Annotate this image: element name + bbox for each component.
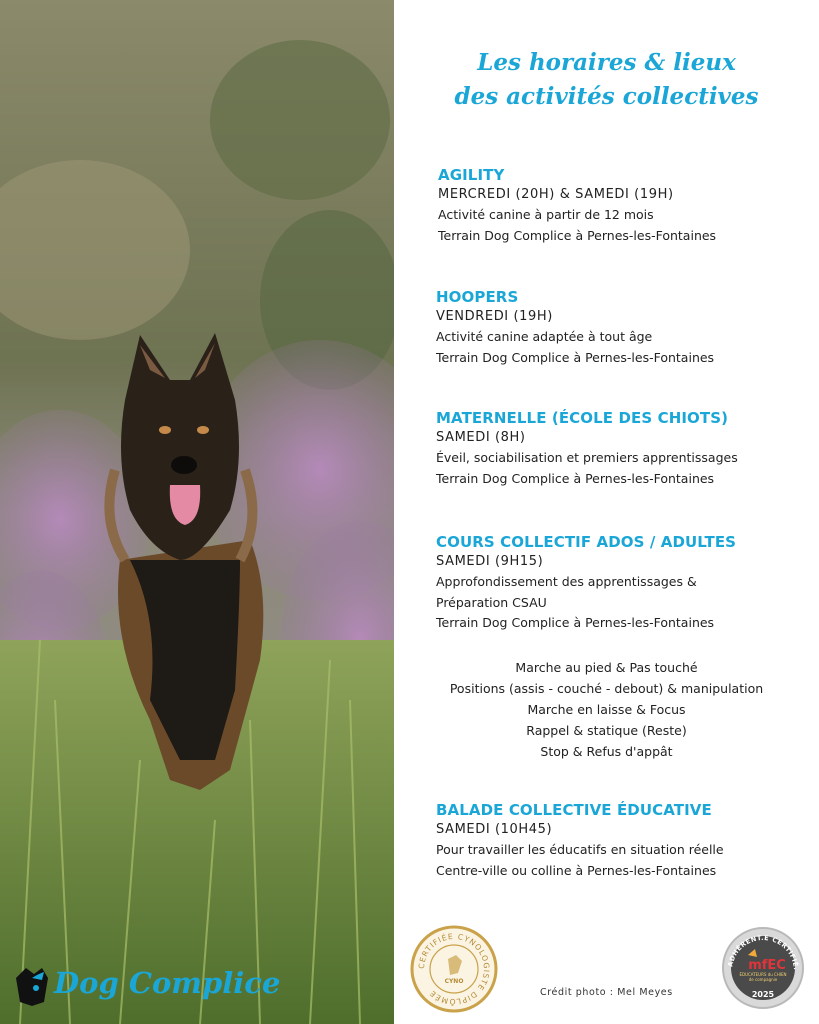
photo-credit: Crédit photo : Mel Meyes xyxy=(540,987,673,998)
schedule-panel xyxy=(394,0,819,1024)
section-cours-collectif xyxy=(436,532,806,634)
section-line: Terrain Dog Complice à Pernes-les-Fontaines xyxy=(436,349,715,365)
section-hoopers xyxy=(436,287,806,368)
dog-head-icon xyxy=(12,964,52,1008)
section-balade xyxy=(436,800,806,881)
section-schedule: MERCREDI (20H) & SAMEDI (19H) xyxy=(438,187,674,202)
section-line: Terrain Dog Complice à Pernes-les-Fontaines xyxy=(436,470,715,486)
section-heading: COURS COLLECTIF ADOS / ADULTES xyxy=(436,533,737,551)
section-heading: AGILITY xyxy=(438,166,505,184)
badge-ring-text: CERTIFIÉE CYNOLOGISTE DIPLÔMÉE xyxy=(416,931,492,1007)
section-heading: BALADE COLLECTIVE ÉDUCATIVE xyxy=(436,801,712,819)
exercise-item: Positions (assis - couché - debout) & manipulation xyxy=(449,681,764,696)
exercise-item: Marche au pied & Pas touché xyxy=(515,660,698,675)
section-schedule: SAMEDI (8H) xyxy=(436,430,526,445)
section-heading: HOOPERS xyxy=(436,288,519,306)
badge-top-text: ADHÉRENT.E CERTIFIÉ. xyxy=(726,933,801,971)
dog-complice-logo xyxy=(12,962,281,1008)
badge-year-text: 2025 xyxy=(751,990,775,999)
section-line: Approfondissement des apprentissages & xyxy=(436,574,697,589)
page-title-line-1: Les horaires & lieux xyxy=(477,49,736,76)
section-line: Activité canine à partir de 12 mois xyxy=(438,207,654,222)
section-maternelle xyxy=(436,408,806,489)
section-line: Éveil, sociabilisation et premiers apprentissages xyxy=(436,450,738,465)
section-line: Terrain Dog Complice à Pernes-les-Fontaines xyxy=(436,615,715,630)
section-agility xyxy=(438,165,808,246)
exercise-item: Stop & Refus d'appât xyxy=(540,744,673,759)
dog-photo xyxy=(0,0,394,1024)
section-line: Activité canine adaptée à tout âge xyxy=(436,329,653,344)
badge-brand-text: mfEC xyxy=(748,958,786,973)
section-line: Centre-ville ou colline à Pernes-les-Fontaines xyxy=(436,862,717,878)
logo-text: Dog Complice xyxy=(54,966,281,1000)
exercise-item: Rappel & statique (Reste) xyxy=(526,723,687,738)
section-line: Terrain Dog Complice à Pernes-les-Fontaines xyxy=(438,227,717,243)
section-schedule: SAMEDI (9H15) xyxy=(436,554,544,569)
section-schedule: SAMEDI (10H45) xyxy=(436,822,553,837)
section-line: Préparation CSAU xyxy=(436,594,547,610)
cynologist-badge xyxy=(410,925,498,1013)
section-schedule: VENDREDI (19H) xyxy=(436,309,553,324)
badge-sub-text: ÉDUCATEURS du CHIEN de compagnie xyxy=(739,972,787,982)
exercise-item: Marche en laisse & Focus xyxy=(527,702,686,717)
section-line: Pour travailler les éducatifs en situation réelle xyxy=(436,842,724,857)
mfec-badge xyxy=(722,927,804,1009)
badge-center-text: CYNO xyxy=(444,978,464,985)
page-title-line-2: des activités collectives xyxy=(454,83,759,110)
section-heading: MATERNELLE (ÉCOLE DES CHIOTS) xyxy=(436,409,729,427)
